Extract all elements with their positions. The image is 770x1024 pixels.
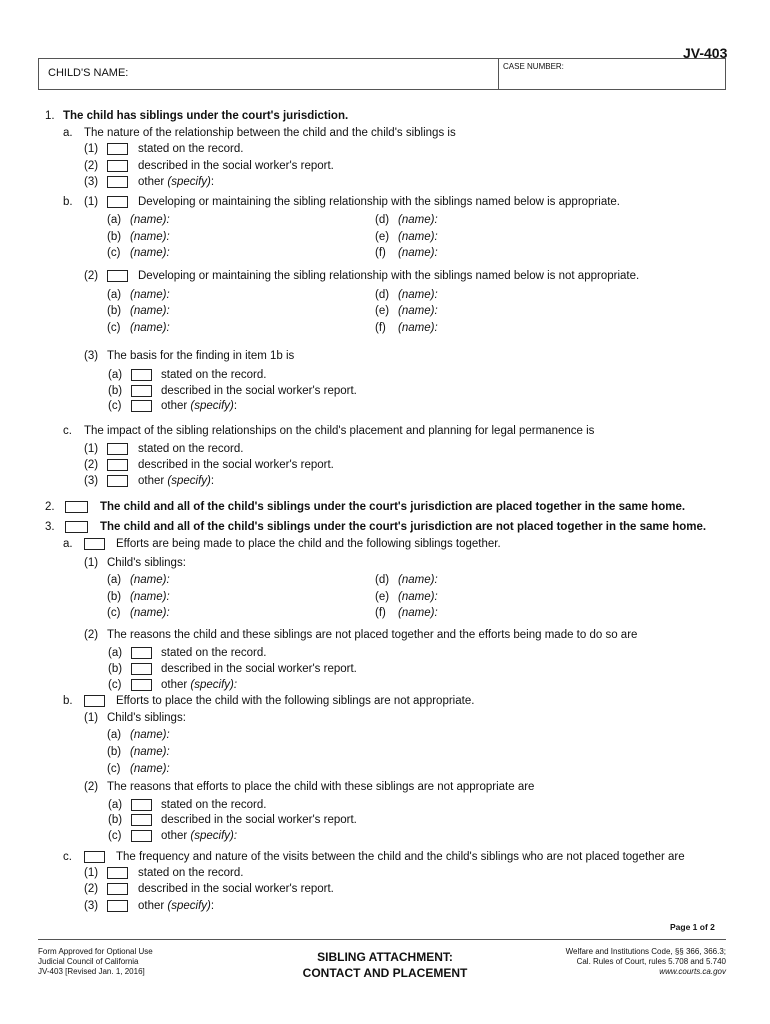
- header-divider: [498, 58, 499, 90]
- item-3a2-a-letter: (a): [108, 647, 123, 659]
- form-title-line2: CONTACT AND PLACEMENT: [302, 966, 468, 980]
- name-label: (name): [398, 591, 435, 603]
- item-1a-text: The nature of the relationship between the child and the child's siblings is: [84, 127, 456, 139]
- item-1b3-a-text: stated on the record.: [161, 369, 267, 381]
- item-1a-opt3-colon: :: [210, 176, 215, 188]
- item-1b2-d-letter: (d): [375, 289, 390, 301]
- name-label: (name): [398, 247, 435, 259]
- form-title-line1: SIBLING ATTACHMENT:: [317, 950, 453, 964]
- item-1a-opt3-line[interactable]: [138, 175, 214, 189]
- item-3a2-c-line[interactable]: [161, 678, 237, 692]
- item-3b1-b-letter: (b): [107, 746, 122, 758]
- footer-divider: [38, 939, 726, 940]
- item-1b1-b-letter: (b): [107, 231, 122, 243]
- childs-name-label: CHILD'S NAME:: [48, 67, 129, 79]
- item-1b2-c-letter: (c): [107, 322, 121, 334]
- item-3b1-b-name[interactable]: [130, 745, 170, 759]
- item-1b3-c-specify: (specify): [190, 400, 234, 412]
- item-3b2-a-text: stated on the record.: [161, 799, 267, 811]
- item-3a1-f-name[interactable]: [398, 606, 438, 620]
- item-3b2-b-text: described in the social worker's report.: [161, 814, 357, 826]
- item-1a-opt3-text: other: [138, 176, 168, 188]
- item-3c-opt3-num: (3): [84, 900, 99, 912]
- item-2-text: The child and all of the child's siblings under the court's jurisdiction are placed together in the same home.: [100, 501, 686, 513]
- item-1b3-b-text: described in the social worker's report.: [161, 385, 357, 397]
- item-3b1-label: Child's siblings:: [107, 712, 186, 724]
- item-1b1-checkbox[interactable]: [107, 196, 128, 208]
- colon: :: [210, 900, 215, 912]
- item-3c-opt2-checkbox[interactable]: [107, 883, 128, 895]
- form-id: JV-403: [683, 45, 728, 61]
- item-3b2-c-letter: (c): [108, 830, 122, 842]
- item-3b1-a-letter: (a): [107, 729, 122, 741]
- item-3a2-b-text: described in the social worker's report.: [161, 663, 357, 675]
- item-3a1-c-name[interactable]: [130, 606, 170, 620]
- colon: :: [434, 214, 438, 226]
- item-3b-letter: b.: [63, 695, 73, 707]
- item-3a2-c-checkbox[interactable]: [131, 679, 152, 691]
- item-1b2-e-name[interactable]: [398, 304, 438, 318]
- footer-left-line1: Form Approved for Optional Use: [38, 947, 153, 956]
- colon: :: [434, 305, 438, 317]
- item-3b2-num: (2): [84, 781, 99, 793]
- item-3a1-a-name[interactable]: [130, 573, 170, 587]
- item-1b3-c-checkbox[interactable]: [131, 400, 152, 412]
- item-3c-checkbox[interactable]: [84, 851, 105, 863]
- item-1c-text: The impact of the sibling relationships on the child's placement and planning for legal permanence is: [84, 425, 595, 437]
- colon: :: [166, 763, 170, 775]
- item-1b3-c-letter: (c): [108, 400, 122, 412]
- item-3c-opt2-num: (2): [84, 883, 99, 895]
- item-3a1-e-letter: (e): [375, 591, 390, 603]
- item-3a2-b-letter: (b): [108, 663, 123, 675]
- item-1b1-a-name[interactable]: [130, 213, 170, 227]
- name-label: (name): [130, 305, 167, 317]
- item-3a1-d-name[interactable]: [398, 573, 438, 587]
- colon: :: [434, 247, 438, 259]
- item-3a2-c-text: other: [161, 679, 191, 691]
- item-1b2-f-letter: (f): [375, 322, 386, 334]
- item-3b-checkbox[interactable]: [84, 695, 105, 707]
- form-title: [260, 949, 510, 981]
- colon: :: [434, 574, 438, 586]
- footer-left: [38, 947, 153, 977]
- item-1b3-text: The basis for the finding in item 1b is: [107, 350, 295, 362]
- item-3a1-e-name[interactable]: [398, 590, 438, 604]
- footer-right-line2: Cal. Rules of Court, rules 5.708 and 5.740: [576, 957, 726, 966]
- item-3b-text: Efforts to place the child with the following siblings are not appropriate.: [116, 695, 475, 707]
- name-label: (name): [130, 289, 167, 301]
- item-1b1-f-name[interactable]: [398, 246, 438, 260]
- item-3b2-b-letter: (b): [108, 814, 123, 826]
- name-label: (name): [130, 607, 167, 619]
- item-1-title: The child has siblings under the court's jurisdiction.: [63, 110, 349, 122]
- item-1c-opt3-specify: (specify): [167, 475, 211, 487]
- item-1c-opt3-checkbox[interactable]: [107, 475, 128, 487]
- colon: :: [166, 305, 170, 317]
- item-3a2-c-letter: (c): [108, 679, 122, 691]
- name-label: (name): [398, 214, 435, 226]
- item-1b3-b-checkbox[interactable]: [131, 385, 152, 397]
- item-1b3-b-letter: (b): [108, 385, 123, 397]
- item-3c-opt1-num: (1): [84, 867, 99, 879]
- name-label: (name): [130, 231, 167, 243]
- footer-left-line3: JV-403 [Revised Jan. 1, 2016]: [38, 967, 145, 976]
- item-1b2-a-name[interactable]: [130, 288, 170, 302]
- item-3a1-f-letter: (f): [375, 607, 386, 619]
- footer-right-line1: Welfare and Institutions Code, §§ 366, 366.3;: [565, 947, 726, 956]
- item-1a-opt1-num: (1): [84, 143, 99, 155]
- item-1c-opt2-checkbox[interactable]: [107, 459, 128, 471]
- name-label: (name): [398, 322, 435, 334]
- item-3c-opt3-specify: (specify): [167, 900, 211, 912]
- colon: :: [166, 746, 170, 758]
- item-3b1-a-name[interactable]: [130, 728, 170, 742]
- item-3a1-d-letter: (d): [375, 574, 390, 586]
- item-1b2-b-name[interactable]: [130, 304, 170, 318]
- footer-right: [520, 947, 726, 977]
- colon: :: [166, 214, 170, 226]
- colon: :: [166, 322, 170, 334]
- item-3c-opt3-checkbox[interactable]: [107, 900, 128, 912]
- item-3b2-a-letter: (a): [108, 799, 123, 811]
- item-3a-text: Efforts are being made to place the child and the following siblings together.: [116, 538, 501, 550]
- item-1b3-c-text: other: [161, 400, 191, 412]
- item-2-checkbox[interactable]: [65, 501, 88, 513]
- item-3b2-text: The reasons that efforts to place the child with these siblings are not appropriate are: [107, 781, 535, 793]
- item-1b2-b-letter: (b): [107, 305, 122, 317]
- item-1b3-a-letter: (a): [108, 369, 123, 381]
- item-3a2-b-checkbox[interactable]: [131, 663, 152, 675]
- item-1c-opt1-num: (1): [84, 443, 99, 455]
- item-1b1-f-letter: (f): [375, 247, 386, 259]
- item-1a-opt3-specify: (specify): [167, 176, 211, 188]
- name-label: (name): [130, 214, 167, 226]
- item-1a-opt2-num: (2): [84, 160, 99, 172]
- item-3b1-c-letter: (c): [107, 763, 121, 775]
- page-number: Page 1 of 2: [670, 922, 715, 932]
- item-3a1-b-letter: (b): [107, 591, 122, 603]
- colon: :: [166, 591, 170, 603]
- item-1c-letter: c.: [63, 425, 72, 437]
- item-1a-opt3-num: (3): [84, 176, 99, 188]
- item-3c-opt3-text: other: [138, 900, 168, 912]
- item-1c-opt3-text: other: [138, 475, 168, 487]
- item-1b2-num: (2): [84, 270, 99, 282]
- item-1b1-d-name[interactable]: [398, 213, 438, 227]
- item-3b1-c-name[interactable]: [130, 762, 170, 776]
- name-label: (name): [130, 746, 167, 758]
- item-1b1-b-name[interactable]: [130, 230, 170, 244]
- item-3b2-c-line[interactable]: [161, 829, 237, 843]
- item-3b2-c-checkbox[interactable]: [131, 830, 152, 842]
- colon: :: [166, 289, 170, 301]
- item-3b2-c-specify: (specify):: [190, 830, 238, 842]
- courts-website-link[interactable]: www.courts.ca.gov: [659, 967, 726, 976]
- item-1b-letter: b.: [63, 196, 73, 208]
- item-1b1-e-name[interactable]: [398, 230, 438, 244]
- item-1b2-c-name[interactable]: [130, 321, 170, 335]
- colon: :: [166, 574, 170, 586]
- item-3a1-label: Child's siblings:: [107, 557, 186, 569]
- item-1c-opt3-num: (3): [84, 475, 99, 487]
- item-1b2-a-letter: (a): [107, 289, 122, 301]
- item-2-number: 2.: [45, 501, 55, 513]
- item-3c-opt1-text: stated on the record.: [138, 867, 244, 879]
- item-1b2-d-name[interactable]: [398, 288, 438, 302]
- item-1b3-a-checkbox[interactable]: [131, 369, 152, 381]
- colon: :: [434, 289, 438, 301]
- case-number-label: CASE NUMBER:: [503, 62, 564, 71]
- item-3a1-num: (1): [84, 557, 99, 569]
- item-3c-text: The frequency and nature of the visits between the child and the child's siblings who are not placed together are: [116, 851, 685, 863]
- item-1b1-text: Developing or maintaining the sibling relationship with the siblings named below is appropriate.: [138, 196, 621, 208]
- item-3b2-a-checkbox[interactable]: [131, 799, 152, 811]
- item-3-text: The child and all of the child's siblings under the court's jurisdiction are not placed together in the same home.: [100, 521, 707, 533]
- item-1c-opt2-num: (2): [84, 459, 99, 471]
- colon: :: [210, 475, 215, 487]
- item-3-number: 3.: [45, 521, 55, 533]
- item-1c-opt1-text: stated on the record.: [138, 443, 244, 455]
- item-3a1-c-letter: (c): [107, 607, 121, 619]
- item-3a1-b-name[interactable]: [130, 590, 170, 604]
- item-3a2-a-text: stated on the record.: [161, 647, 267, 659]
- item-1c-opt3-line[interactable]: [138, 474, 214, 488]
- name-label: (name): [130, 763, 167, 775]
- item-1b1-d-letter: (d): [375, 214, 390, 226]
- item-3a2-a-checkbox[interactable]: [131, 647, 152, 659]
- name-label: (name): [398, 231, 435, 243]
- name-label: (name): [398, 574, 435, 586]
- item-1b1-c-letter: (c): [107, 247, 121, 259]
- item-1a-letter: a.: [63, 127, 73, 139]
- name-label: (name): [398, 289, 435, 301]
- item-1c-opt1-checkbox[interactable]: [107, 443, 128, 455]
- item-3c-opt3-line[interactable]: [138, 899, 214, 913]
- colon: :: [166, 247, 170, 259]
- item-1a-opt2-text: described in the social worker's report.: [138, 160, 334, 172]
- colon: :: [434, 591, 438, 603]
- name-label: (name): [130, 322, 167, 334]
- item-3c-letter: c.: [63, 851, 72, 863]
- item-1b1-a-letter: (a): [107, 214, 122, 226]
- colon: :: [166, 607, 170, 619]
- item-3a-checkbox[interactable]: [84, 538, 105, 550]
- item-1-number: 1.: [45, 110, 55, 122]
- item-1a-opt3-checkbox[interactable]: [107, 176, 128, 188]
- item-1c-opt2-text: described in the social worker's report.: [138, 459, 334, 471]
- name-label: (name): [130, 574, 167, 586]
- item-1b2-checkbox[interactable]: [107, 270, 128, 282]
- item-1b1-num: (1): [84, 196, 99, 208]
- item-1a-opt1-checkbox[interactable]: [107, 143, 128, 155]
- item-1a-opt2-checkbox[interactable]: [107, 160, 128, 172]
- item-3c-opt1-checkbox[interactable]: [107, 867, 128, 879]
- item-1b3-num: (3): [84, 350, 99, 362]
- name-label: (name): [398, 607, 435, 619]
- item-1b2-text: Developing or maintaining the sibling relationship with the siblings named below is not appropriate.: [138, 270, 640, 282]
- item-3b2-c-text: other: [161, 830, 191, 842]
- item-1b2-e-letter: (e): [375, 305, 390, 317]
- item-3-checkbox[interactable]: [65, 521, 88, 533]
- item-3c-opt2-text: described in the social worker's report.: [138, 883, 334, 895]
- colon: :: [233, 400, 238, 412]
- colon: :: [434, 607, 438, 619]
- item-3a2-num: (2): [84, 629, 99, 641]
- colon: :: [166, 231, 170, 243]
- item-3a2-text: The reasons the child and these siblings are not placed together and the efforts being made to do so are: [107, 629, 638, 641]
- item-3b2-b-checkbox[interactable]: [131, 814, 152, 826]
- item-1b1-c-name[interactable]: [130, 246, 170, 260]
- colon: :: [166, 729, 170, 741]
- item-1b1-e-letter: (e): [375, 231, 390, 243]
- colon: :: [434, 231, 438, 243]
- item-3a1-a-letter: (a): [107, 574, 122, 586]
- item-3a2-c-specify: (specify):: [190, 679, 238, 691]
- item-1b3-c-line[interactable]: [161, 399, 237, 413]
- item-1b2-f-name[interactable]: [398, 321, 438, 335]
- item-3b1-num: (1): [84, 712, 99, 724]
- name-label: (name): [130, 247, 167, 259]
- name-label: (name): [130, 591, 167, 603]
- item-3a-letter: a.: [63, 538, 73, 550]
- name-label: (name): [398, 305, 435, 317]
- name-label: (name): [130, 729, 167, 741]
- item-1a-opt1-text: stated on the record.: [138, 143, 244, 155]
- colon: :: [434, 322, 438, 334]
- header-box: [38, 58, 726, 90]
- footer-left-line2: Judicial Council of California: [38, 957, 139, 966]
